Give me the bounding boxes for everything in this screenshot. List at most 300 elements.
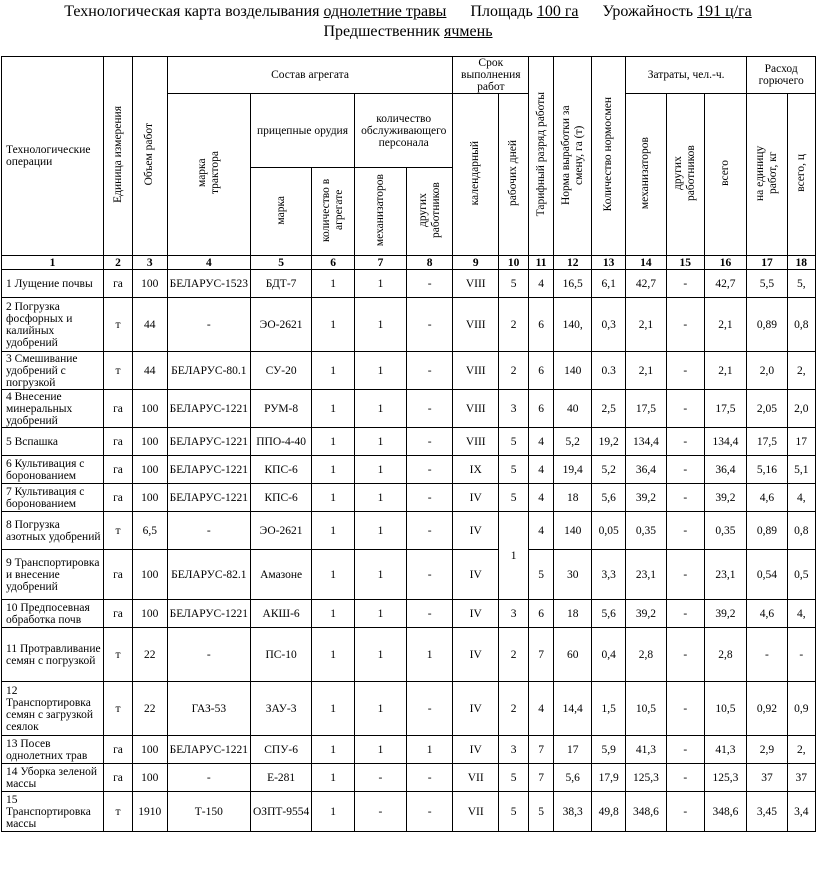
cell-fuel: 5,5 bbox=[747, 270, 787, 298]
cell-days: 3 bbox=[499, 600, 529, 628]
cell-op: 4 Внесение минеральных удобрений bbox=[2, 390, 104, 428]
cell-lother: - bbox=[666, 390, 704, 428]
table-row bbox=[2, 764, 816, 792]
table-row bbox=[2, 270, 816, 298]
cell-ftotal: 2, bbox=[787, 352, 815, 390]
cell-cal: VIII bbox=[453, 352, 499, 390]
cell-op: 11 Протравливание семян с погрузкой bbox=[2, 628, 104, 682]
cell-lmech: 2,8 bbox=[625, 628, 666, 682]
cell-shifts: 2,5 bbox=[592, 390, 625, 428]
cell-ltotal: 17,5 bbox=[704, 390, 747, 428]
col-calendar: календарный bbox=[453, 94, 499, 256]
cell-lother: - bbox=[666, 428, 704, 456]
col-period: Срок выполнения работ bbox=[453, 57, 529, 94]
cell-norm: 140 bbox=[553, 512, 592, 550]
cell-tcount: 1 bbox=[312, 736, 355, 764]
document-title bbox=[0, 2, 816, 22]
cell-tool: КПС-6 bbox=[251, 456, 312, 484]
cell-shifts: 5,6 bbox=[592, 600, 625, 628]
cell-shifts: 19,2 bbox=[592, 428, 625, 456]
cell-tool: КПС-6 bbox=[251, 484, 312, 512]
cell-ftotal: 37 bbox=[787, 764, 815, 792]
cell-days: 3 bbox=[499, 390, 529, 428]
col-trailed-tools: прицепные орудия bbox=[251, 94, 355, 168]
cell-norm: 5,6 bbox=[553, 764, 592, 792]
cell-other: - bbox=[406, 484, 453, 512]
cell-unit: га bbox=[104, 270, 133, 298]
cell-vol: 100 bbox=[132, 270, 167, 298]
cell-other: - bbox=[406, 270, 453, 298]
cell-ltotal: 36,4 bbox=[704, 456, 747, 484]
cell-fuel: 0,89 bbox=[747, 298, 787, 352]
cell-shifts: 5,2 bbox=[592, 456, 625, 484]
cell-lother: - bbox=[666, 298, 704, 352]
cell-tcount: 1 bbox=[312, 512, 355, 550]
cell-tcount: 1 bbox=[312, 792, 355, 832]
col-other-workers: других работников bbox=[406, 168, 453, 256]
cell-other: - bbox=[406, 298, 453, 352]
col-tariff: Тарифный разряд работы bbox=[529, 57, 554, 256]
cell-ftotal: 4, bbox=[787, 600, 815, 628]
yield-label: Урожайность bbox=[602, 3, 694, 20]
cell-tariff: 4 bbox=[529, 484, 554, 512]
cell-tariff: 6 bbox=[529, 298, 554, 352]
cell-lother: - bbox=[666, 792, 704, 832]
cell-norm: 5,2 bbox=[553, 428, 592, 456]
cell-unit: га bbox=[104, 600, 133, 628]
cell-cal: IV bbox=[453, 682, 499, 736]
cell-lmech: 2,1 bbox=[625, 352, 666, 390]
cell-mech: - bbox=[354, 764, 406, 792]
cell-fuel: - bbox=[747, 628, 787, 682]
cell-ltotal: 2,1 bbox=[704, 298, 747, 352]
cell-tcount: 1 bbox=[312, 600, 355, 628]
cell-tool: Амазоне bbox=[251, 550, 312, 600]
col-tool-brand: марка bbox=[251, 168, 312, 256]
cell-vol: 100 bbox=[132, 736, 167, 764]
table-row bbox=[2, 736, 816, 764]
col-unit: Единица измерения bbox=[104, 57, 133, 256]
cell-norm: 60 bbox=[553, 628, 592, 682]
cell-days: 5 bbox=[499, 428, 529, 456]
cell-lother: - bbox=[666, 484, 704, 512]
cell-lmech: 39,2 bbox=[625, 484, 666, 512]
cell-fuel: 3,45 bbox=[747, 792, 787, 832]
cell-shifts: 17,9 bbox=[592, 764, 625, 792]
cell-shifts: 0,4 bbox=[592, 628, 625, 682]
cell-shifts: 49,8 bbox=[592, 792, 625, 832]
cell-mech: 1 bbox=[354, 736, 406, 764]
cell-tariff: 7 bbox=[529, 628, 554, 682]
cell-norm: 30 bbox=[553, 550, 592, 600]
cell-days: 5 bbox=[499, 792, 529, 832]
cell-op: 9 Транспортировка и внесение удобрений bbox=[2, 550, 104, 600]
cell-days: 5 bbox=[499, 484, 529, 512]
cell-cal: VIII bbox=[453, 390, 499, 428]
cell-lmech: 17,5 bbox=[625, 390, 666, 428]
cell-tcount: 1 bbox=[312, 270, 355, 298]
col-shifts: Количество нормосмен bbox=[592, 57, 625, 256]
cell-lmech: 2,1 bbox=[625, 298, 666, 352]
col-labor-other: других работников bbox=[666, 94, 704, 256]
cell-tcount: 1 bbox=[312, 390, 355, 428]
col-fuel-per-unit: на единицу работ, кг bbox=[747, 94, 787, 256]
cell-lother: - bbox=[666, 456, 704, 484]
cell-op: 14 Уборка зеленой массы bbox=[2, 764, 104, 792]
cell-tool: ЭО-2621 bbox=[251, 512, 312, 550]
cell-tractor: БЕЛАРУС-80.1 bbox=[167, 352, 250, 390]
cell-days: 2 bbox=[499, 682, 529, 736]
cell-cal: VIII bbox=[453, 428, 499, 456]
cell-fuel: 0,89 bbox=[747, 512, 787, 550]
cell-tractor: БЕЛАРУС-1221 bbox=[167, 390, 250, 428]
cell-tariff: 4 bbox=[529, 682, 554, 736]
cell-op: 8 Погрузка азотных удобрений bbox=[2, 512, 104, 550]
cell-op: 12 Транспортировка семян с загрузкой сеялок bbox=[2, 682, 104, 736]
cell-tractor: - bbox=[167, 628, 250, 682]
cell-days: 5 bbox=[499, 764, 529, 792]
cell-ltotal: 39,2 bbox=[704, 600, 747, 628]
cell-lmech: 23,1 bbox=[625, 550, 666, 600]
cell-unit: га bbox=[104, 550, 133, 600]
area-value: 100 га bbox=[536, 3, 579, 20]
cell-vol: 100 bbox=[132, 550, 167, 600]
crop-name: однолетние травы bbox=[323, 3, 447, 20]
cell-tool: АКШ-6 bbox=[251, 600, 312, 628]
table-row bbox=[2, 550, 816, 600]
cell-vol: 6,5 bbox=[132, 512, 167, 550]
cell-tractor: БЕЛАРУС-1221 bbox=[167, 484, 250, 512]
cell-tariff: 6 bbox=[529, 390, 554, 428]
cell-other: - bbox=[406, 682, 453, 736]
cell-mech: 1 bbox=[354, 352, 406, 390]
cell-fuel: 2,9 bbox=[747, 736, 787, 764]
cell-ltotal: 39,2 bbox=[704, 484, 747, 512]
cell-lother: - bbox=[666, 352, 704, 390]
cell-vol: 100 bbox=[132, 428, 167, 456]
cell-vol: 22 bbox=[132, 682, 167, 736]
cell-lmech: 348,6 bbox=[625, 792, 666, 832]
cell-tractor: БЕЛАРУС-1221 bbox=[167, 428, 250, 456]
cell-fuel: 4,6 bbox=[747, 600, 787, 628]
col-operations: Технологические операции bbox=[2, 57, 104, 256]
cell-lother: - bbox=[666, 550, 704, 600]
table-row bbox=[2, 628, 816, 682]
cell-lother: - bbox=[666, 270, 704, 298]
cell-ltotal: 42,7 bbox=[704, 270, 747, 298]
col-unit-composition: Состав агрегата bbox=[167, 57, 453, 94]
cell-op: 7 Культивация с боронованием bbox=[2, 484, 104, 512]
cell-other: - bbox=[406, 792, 453, 832]
cell-tool: ОЗПТ-9554 bbox=[251, 792, 312, 832]
table-row bbox=[2, 456, 816, 484]
cell-ltotal: 2,1 bbox=[704, 352, 747, 390]
cell-op: 3 Смешивание удобрений с погрузкой bbox=[2, 352, 104, 390]
cell-vol: 100 bbox=[132, 600, 167, 628]
cell-tool: ППО-4-40 bbox=[251, 428, 312, 456]
col-norm: Норма выработки за смену, га (т) bbox=[553, 57, 592, 256]
cell-cal: IV bbox=[453, 628, 499, 682]
cell-unit: га bbox=[104, 484, 133, 512]
cell-tcount: 1 bbox=[312, 484, 355, 512]
cell-ltotal: 125,3 bbox=[704, 764, 747, 792]
cell-tcount: 1 bbox=[312, 428, 355, 456]
cell-lother: - bbox=[666, 764, 704, 792]
col-machine-operators: механизаторов bbox=[354, 168, 406, 256]
cell-op: 15 Транспортировка массы bbox=[2, 792, 104, 832]
cell-ltotal: 41,3 bbox=[704, 736, 747, 764]
cell-vol: 44 bbox=[132, 298, 167, 352]
cell-norm: 18 bbox=[553, 484, 592, 512]
col-labor-total: всего bbox=[704, 94, 747, 256]
predecessor-value: ячмень bbox=[444, 23, 493, 40]
cell-lmech: 125,3 bbox=[625, 764, 666, 792]
col-staff-count: количество обслуживающего персонала bbox=[354, 94, 452, 168]
cell-tractor: - bbox=[167, 764, 250, 792]
cell-lmech: 42,7 bbox=[625, 270, 666, 298]
col-labor-mech: механизаторов bbox=[625, 94, 666, 256]
cell-ltotal: 23,1 bbox=[704, 550, 747, 600]
cell-ftotal: 2, bbox=[787, 736, 815, 764]
cell-unit: т bbox=[104, 298, 133, 352]
cell-tariff: 5 bbox=[529, 792, 554, 832]
cell-tariff: 4 bbox=[529, 512, 554, 550]
cell-fuel: 2,05 bbox=[747, 390, 787, 428]
cell-days-merged: 1 bbox=[499, 512, 529, 600]
cell-shifts: 6,1 bbox=[592, 270, 625, 298]
cell-op: 5 Вспашка bbox=[2, 428, 104, 456]
cell-lmech: 10,5 bbox=[625, 682, 666, 736]
cell-norm: 17 bbox=[553, 736, 592, 764]
cell-shifts: 0.3 bbox=[592, 352, 625, 390]
table-row bbox=[2, 792, 816, 832]
cell-other: - bbox=[406, 428, 453, 456]
column-numbers-row: 1 2 3 4 5 6 7 8 9 10 11 12 13 14 15 16 17 18 bbox=[2, 256, 816, 270]
cell-ftotal: 0,8 bbox=[787, 298, 815, 352]
cell-tool: СПУ-6 bbox=[251, 736, 312, 764]
cell-fuel: 0,92 bbox=[747, 682, 787, 736]
table-row bbox=[2, 512, 816, 550]
cell-tractor: - bbox=[167, 298, 250, 352]
cell-fuel: 0,54 bbox=[747, 550, 787, 600]
cell-ftotal: 5, bbox=[787, 270, 815, 298]
cell-other: - bbox=[406, 600, 453, 628]
cell-unit: га bbox=[104, 456, 133, 484]
cell-ltotal: 0,35 bbox=[704, 512, 747, 550]
cell-shifts: 3,3 bbox=[592, 550, 625, 600]
cell-vol: 100 bbox=[132, 484, 167, 512]
cell-lmech: 134,4 bbox=[625, 428, 666, 456]
cell-other: - bbox=[406, 764, 453, 792]
cell-tariff: 6 bbox=[529, 352, 554, 390]
cell-tool: ЗАУ-3 bbox=[251, 682, 312, 736]
table-body bbox=[2, 270, 816, 832]
cell-tractor: БЕЛАРУС-1221 bbox=[167, 736, 250, 764]
cell-tariff: 4 bbox=[529, 270, 554, 298]
cell-mech: 1 bbox=[354, 550, 406, 600]
cell-cal: IV bbox=[453, 550, 499, 600]
cell-op: 6 Культивация с боронованием bbox=[2, 456, 104, 484]
col-work-days: рабочих дней bbox=[499, 94, 529, 256]
cell-op: 2 Погрузка фосфорных и калийных удобрений bbox=[2, 298, 104, 352]
cell-lother: - bbox=[666, 600, 704, 628]
tech-card-table bbox=[1, 56, 816, 832]
cell-shifts: 1,5 bbox=[592, 682, 625, 736]
cell-tariff: 4 bbox=[529, 428, 554, 456]
cell-cal: VII bbox=[453, 792, 499, 832]
cell-fuel: 17,5 bbox=[747, 428, 787, 456]
cell-norm: 40 bbox=[553, 390, 592, 428]
cell-ltotal: 348,6 bbox=[704, 792, 747, 832]
cell-days: 2 bbox=[499, 352, 529, 390]
cell-ltotal: 10,5 bbox=[704, 682, 747, 736]
cell-ftotal: - bbox=[787, 628, 815, 682]
cell-mech: 1 bbox=[354, 428, 406, 456]
table-row bbox=[2, 352, 816, 390]
col-volume: Объем работ bbox=[132, 57, 167, 256]
cell-days: 5 bbox=[499, 456, 529, 484]
cell-op: 10 Предпосевная обработка почв bbox=[2, 600, 104, 628]
cell-tariff: 6 bbox=[529, 600, 554, 628]
cell-other: 1 bbox=[406, 628, 453, 682]
cell-ftotal: 0,8 bbox=[787, 512, 815, 550]
cell-mech: 1 bbox=[354, 512, 406, 550]
cell-cal: VII bbox=[453, 764, 499, 792]
cell-ftotal: 0,5 bbox=[787, 550, 815, 600]
cell-other: 1 bbox=[406, 736, 453, 764]
cell-other: - bbox=[406, 550, 453, 600]
cell-vol: 100 bbox=[132, 764, 167, 792]
cell-cal: IX bbox=[453, 456, 499, 484]
cell-ftotal: 5,1 bbox=[787, 456, 815, 484]
cell-norm: 38,3 bbox=[553, 792, 592, 832]
cell-ftotal: 3,4 bbox=[787, 792, 815, 832]
cell-lmech: 36,4 bbox=[625, 456, 666, 484]
cell-tractor: Т-150 bbox=[167, 792, 250, 832]
cell-unit: т bbox=[104, 792, 133, 832]
cell-unit: т bbox=[104, 682, 133, 736]
cell-norm: 16,5 bbox=[553, 270, 592, 298]
cell-tool: Е-281 bbox=[251, 764, 312, 792]
cell-unit: т bbox=[104, 628, 133, 682]
col-fuel-total: всего, ц bbox=[787, 94, 815, 256]
cell-fuel: 37 bbox=[747, 764, 787, 792]
cell-unit: т bbox=[104, 512, 133, 550]
cell-mech: - bbox=[354, 792, 406, 832]
cell-vol: 22 bbox=[132, 628, 167, 682]
col-fuel: Расход горючего bbox=[747, 57, 816, 94]
cell-mech: 1 bbox=[354, 682, 406, 736]
cell-tariff: 5 bbox=[529, 550, 554, 600]
col-tractor-brand: марка трактора bbox=[167, 94, 250, 256]
col-tool-count: количество в агрегате bbox=[312, 168, 355, 256]
yield-value: 191 ц/га bbox=[697, 3, 752, 20]
cell-cal: IV bbox=[453, 736, 499, 764]
cell-ltotal: 2,8 bbox=[704, 628, 747, 682]
cell-lother: - bbox=[666, 682, 704, 736]
cell-op: 13 Посев однолетних трав bbox=[2, 736, 104, 764]
cell-shifts: 5,6 bbox=[592, 484, 625, 512]
cell-tcount: 1 bbox=[312, 764, 355, 792]
cell-tool: СУ-20 bbox=[251, 352, 312, 390]
cell-lmech: 0,35 bbox=[625, 512, 666, 550]
cell-other: - bbox=[406, 512, 453, 550]
cell-mech: 1 bbox=[354, 390, 406, 428]
cell-cal: VIII bbox=[453, 270, 499, 298]
cell-vol: 100 bbox=[132, 456, 167, 484]
cell-unit: т bbox=[104, 352, 133, 390]
cell-fuel: 4,6 bbox=[747, 484, 787, 512]
cell-shifts: 0,3 bbox=[592, 298, 625, 352]
cell-tool: ЭО-2621 bbox=[251, 298, 312, 352]
cell-tractor: - bbox=[167, 512, 250, 550]
cell-tractor: БЕЛАРУС-1221 bbox=[167, 456, 250, 484]
cell-fuel: 5,16 bbox=[747, 456, 787, 484]
table-row bbox=[2, 682, 816, 736]
cell-days: 2 bbox=[499, 298, 529, 352]
cell-other: - bbox=[406, 390, 453, 428]
table-row bbox=[2, 390, 816, 428]
cell-fuel: 2,0 bbox=[747, 352, 787, 390]
cell-tractor: БЕЛАРУС-82.1 bbox=[167, 550, 250, 600]
cell-ftotal: 2,0 bbox=[787, 390, 815, 428]
cell-tariff: 4 bbox=[529, 456, 554, 484]
cell-lmech: 41,3 bbox=[625, 736, 666, 764]
cell-norm: 18 bbox=[553, 600, 592, 628]
cell-tariff: 7 bbox=[529, 764, 554, 792]
cell-tariff: 7 bbox=[529, 736, 554, 764]
cell-op: 1 Лущение почвы bbox=[2, 270, 104, 298]
cell-tcount: 1 bbox=[312, 456, 355, 484]
cell-tractor: БЕЛАРУС-1523 bbox=[167, 270, 250, 298]
cell-mech: 1 bbox=[354, 298, 406, 352]
cell-norm: 140 bbox=[553, 352, 592, 390]
cell-vol: 44 bbox=[132, 352, 167, 390]
cell-ftotal: 4, bbox=[787, 484, 815, 512]
cell-mech: 1 bbox=[354, 270, 406, 298]
cell-norm: 19,4 bbox=[553, 456, 592, 484]
cell-mech: 1 bbox=[354, 484, 406, 512]
cell-tcount: 1 bbox=[312, 352, 355, 390]
predecessor-label: Предшественник bbox=[323, 23, 441, 40]
table-row bbox=[2, 428, 816, 456]
cell-other: - bbox=[406, 456, 453, 484]
cell-days: 2 bbox=[499, 628, 529, 682]
cell-tractor: БЕЛАРУС-1221 bbox=[167, 600, 250, 628]
cell-vol: 100 bbox=[132, 390, 167, 428]
area-label: Площадь bbox=[470, 3, 533, 20]
cell-cal: VIII bbox=[453, 298, 499, 352]
cell-tool: РУМ-8 bbox=[251, 390, 312, 428]
cell-lother: - bbox=[666, 628, 704, 682]
cell-cal: IV bbox=[453, 484, 499, 512]
cell-mech: 1 bbox=[354, 628, 406, 682]
title-text: Технологическая карта возделывания bbox=[64, 3, 320, 20]
col-labor: Затраты, чел.-ч. bbox=[625, 57, 746, 94]
cell-tcount: 1 bbox=[312, 628, 355, 682]
cell-norm: 140, bbox=[553, 298, 592, 352]
cell-other: - bbox=[406, 352, 453, 390]
table-row bbox=[2, 298, 816, 352]
cell-ftotal: 0,9 bbox=[787, 682, 815, 736]
cell-unit: га bbox=[104, 390, 133, 428]
document-subtitle bbox=[0, 22, 816, 42]
cell-ftotal: 17 bbox=[787, 428, 815, 456]
cell-cal: IV bbox=[453, 600, 499, 628]
cell-tcount: 1 bbox=[312, 682, 355, 736]
cell-tool: ПС-10 bbox=[251, 628, 312, 682]
cell-tcount: 1 bbox=[312, 550, 355, 600]
